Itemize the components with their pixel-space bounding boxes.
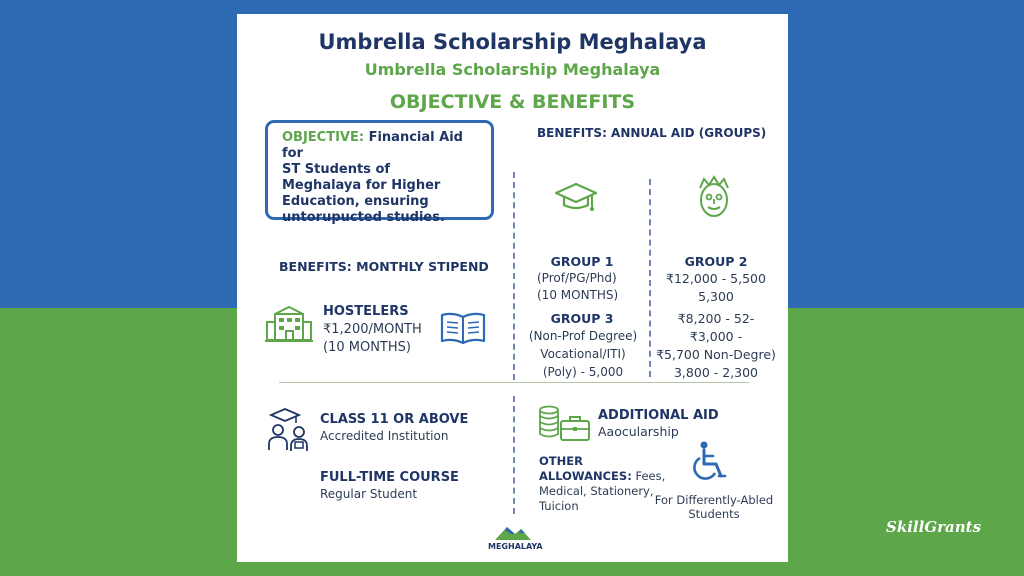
wheelchair-icon xyxy=(688,440,732,484)
group-2-details: ₹12,000 - 5,500 5,300 ₹8,200 - 52- ₹3,000 - ₹5,700 Non-Degre) 3,800 - 2,300 xyxy=(656,271,776,380)
book-icon xyxy=(439,310,487,346)
page-subtitle: Umbrella Scholarship Meghalaya xyxy=(364,60,661,79)
objective-line-4: Education, ensuring xyxy=(282,194,429,209)
objective-label: OBJECTIVE: xyxy=(282,130,365,145)
group-1 xyxy=(527,254,637,269)
group-2-title: GROUP 2 xyxy=(684,254,748,269)
page-title: Umbrella Scholarship Meghalaya xyxy=(318,30,707,54)
hostelers-title: HOSTELERS xyxy=(323,304,409,319)
other-allowances: OTHER ALLOWANCES: Fees, Medical, Stationery, Tuicion xyxy=(539,454,666,513)
other-allowances-label-1: OTHER xyxy=(539,454,583,468)
hostel-building-icon xyxy=(265,304,313,344)
course-eligibility-sub: Regular Student xyxy=(320,487,418,501)
graduation-cap-icon xyxy=(553,180,599,216)
objective-line-3: Meghalaya for Higher xyxy=(282,178,441,193)
brand-watermark: SkillGrants xyxy=(886,518,982,536)
course-eligibility-title: FULL-TIME COURSE xyxy=(320,470,459,485)
class-eligibility-title: CLASS 11 OR ABOVE xyxy=(320,412,469,427)
tribal-mask-icon xyxy=(692,174,736,220)
annual-aid-title: BENEFITS: ANNUAL AID (GROUPS) xyxy=(537,126,767,140)
coins-icon xyxy=(537,404,561,440)
group-1-title: GROUP 1 xyxy=(550,254,614,269)
objective-line-5: untorupucted studies. xyxy=(282,210,445,225)
objective-line-2: ST Students of xyxy=(282,162,391,177)
differently-abled-text: For Differently-Abled Students xyxy=(654,493,774,521)
divider-vertical-3 xyxy=(513,396,515,514)
class-eligibility-sub: Accredited Institution xyxy=(320,429,449,443)
briefcase-icon xyxy=(559,414,591,442)
students-icon xyxy=(265,406,313,454)
group-3-title: GROUP 3 xyxy=(550,311,614,326)
hostelers-details: ₹1,200/MONTH (10 MONTHS) xyxy=(323,322,422,355)
divider-vertical-1 xyxy=(513,172,515,380)
additional-aid-sub: Aaocularship xyxy=(598,424,679,439)
other-allowances-label-2: ALLOWANCES: xyxy=(539,469,632,483)
additional-aid-title: ADDITIONAL AID xyxy=(598,408,719,423)
objective-line-1: OBJECTIVE: Financial Aid for xyxy=(282,130,463,161)
divider-vertical-2 xyxy=(649,179,651,377)
group-3-details: (Non-Prof Degree) Vocational/ITI) (Poly) - 5,000 xyxy=(528,329,638,379)
group-1-details: (Prof/PG/Phd) (10 MONTHS) xyxy=(537,271,619,302)
divider-horizontal xyxy=(279,382,749,383)
meghalaya-logo-text: MEGHALAYA xyxy=(488,542,543,551)
infographic-card xyxy=(237,14,788,562)
section-heading: OBJECTIVE & BENEFITS xyxy=(389,91,636,113)
monthly-stipend-title: BENEFITS: MONTHLY STIPEND xyxy=(279,259,489,274)
objective-box xyxy=(265,120,494,225)
mountain-logo-icon xyxy=(493,522,533,542)
